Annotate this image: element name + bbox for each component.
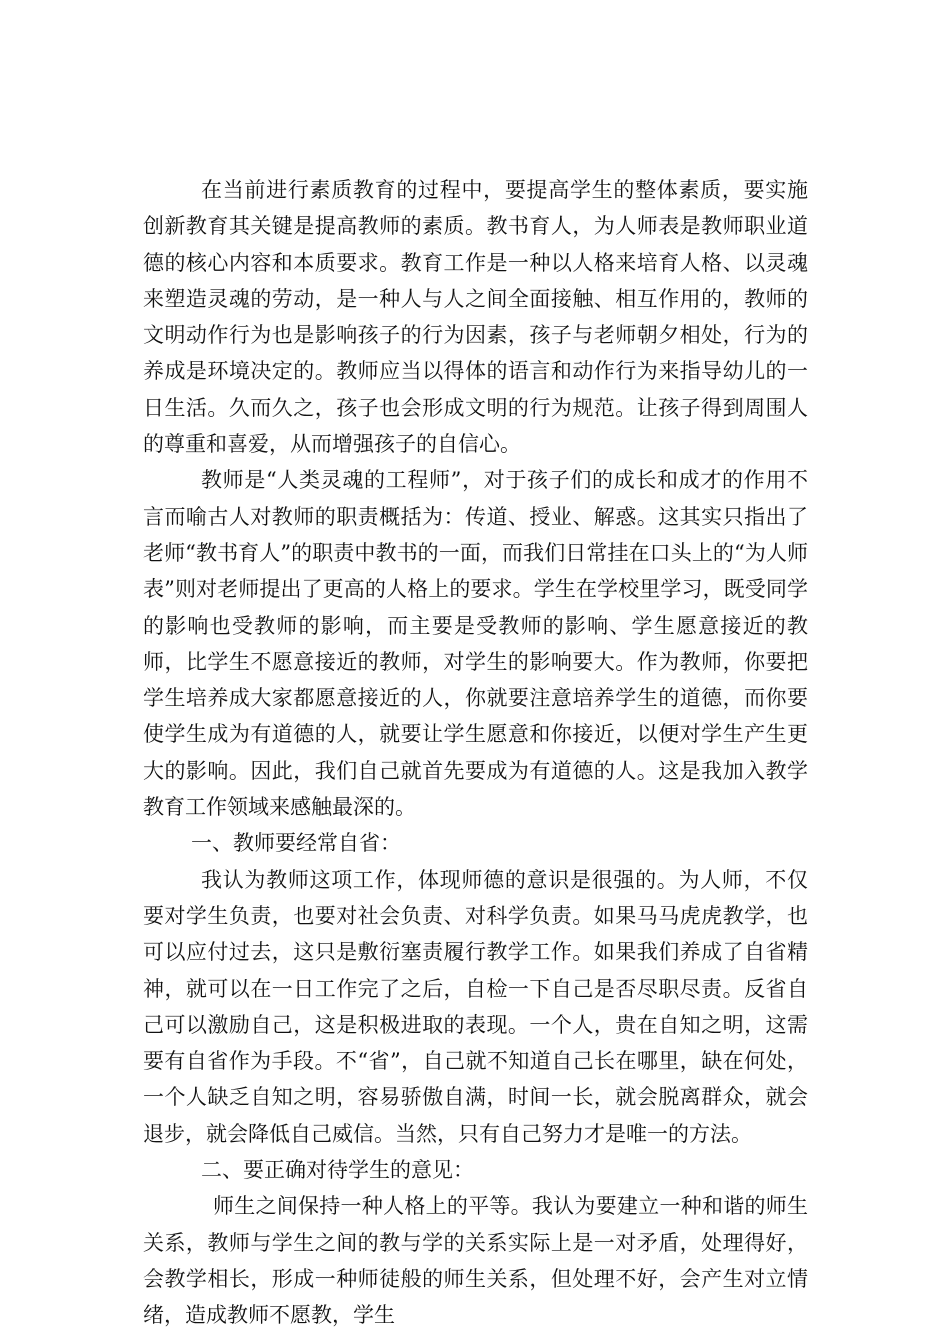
section-heading-student-feedback: 二、要正确对待学生的意见： — [201, 1158, 474, 1183]
paragraph-teacher-role: 教师是“人类灵魂的工程师”，对于孩子们的成长和成才的作用不言而喻古人对教师的职责概括为：传道、授业、解惑。这其实只指出了老师“教书育人”的职责中教书的一面，而我们日常挂在口头上的“为人师表”则对老师提出了更高的人格上的要求。学生在学校里学习，既受同学的影响也受教师的影响，而主要是受教师的影响、学生愿意接近的教师，比学生不愿意接近的教师，对学生的影响要大。作为教师，你要把学生培养成大家都愿意接近的人，你就要注意培养学生的道德，而你要使学生成为有道德的人，就要让学生愿意和你接近，以便对学生产生更大的影响。因此，我们自己就首先要成为有道德的人。这是我加入教学教育工作领域来感触最深的。 — [143, 468, 808, 820]
paragraph-self-reflection: 我认为教师这项工作，体现师德的意识是很强的。为人师，不仅要对学生负责，也要对社会负责、对科学负责。如果马马虎虎教学，也可以应付过去，这只是敷衍塞责履行教学工作。如果我们养成了自省精神，就可以在一日工作完了之后，自检一下自己是否尽职尽责。反省自己可以激励自己，这是积极进取的表现。一个人，贵在自知之明，这需要有自省作为手段。不“省”，自己就不知道自己长在哪里，缺在何处，一个人缺乏自知之明，容易骄傲自满，时间一长，就会脱离群众，就会退步，就会降低自己威信。当然，只有自己努力才是唯一的方法。 — [143, 867, 808, 1146]
paragraph-student-feedback: 师生之间保持一种人格上的平等。我认为要建立一种和谐的师生关系，教师与学生之间的教与学的关系实际上是一对矛盾，处理得好，会教学相长，形成一种师徒般的师生关系，但处理不好，会产生对立情绪，造成教师不愿教，学生 — [143, 1194, 808, 1328]
paragraph-intro: 在当前进行素质教育的过程中，要提高学生的整体素质，要实施创新教育其关键是提高教师的素质。教书育人，为人师表是教师职业道德的核心内容和本质要求。教育工作是一种以人格来培育人格、以灵魂来塑造灵魂的劳动，是一种人与人之间全面接触、相互作用的，教师的文明动作行为也是影响孩子的行为因素，孩子与老师朝夕相处，行为的养成是环境决定的。教师应当以得体的语言和动作行为来指导幼儿的一日生活。久而久之，孩子也会形成文明的行为规范。让孩子得到周围人的尊重和喜爱，从而增强孩子的自信心。 — [143, 178, 808, 457]
document-body — [143, 172, 808, 1334]
section-heading-self-reflection: 一、教师要经常自省： — [191, 831, 401, 856]
